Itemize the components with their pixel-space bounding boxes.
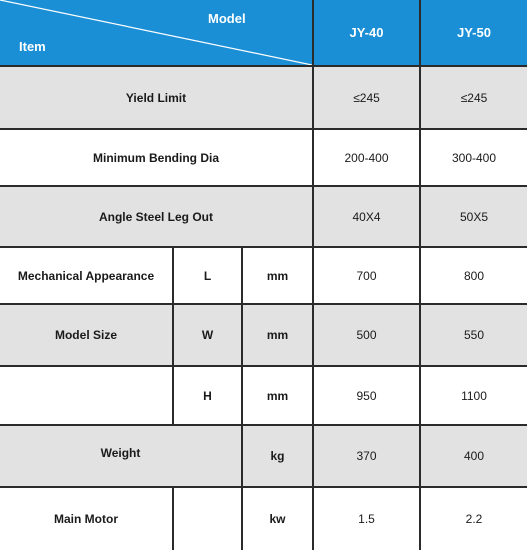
- row-mech-l-jy50: 800: [421, 248, 527, 303]
- row-main-motor-jy50: 2.2: [421, 488, 527, 550]
- row-mech-l-unit: mm: [243, 248, 312, 303]
- row-min-bending-label: Minimum Bending Dia: [0, 130, 312, 185]
- row-mech-h-dim: H: [174, 367, 241, 424]
- row-mech-w-unit: mm: [243, 305, 312, 365]
- header-corner-cell: [0, 0, 312, 65]
- row-min-bending-jy50: 300-400: [421, 130, 527, 185]
- row-yield-limit-jy50: ≤245: [421, 67, 527, 128]
- header-item-label: Item: [19, 39, 46, 54]
- header-model-label: Model: [208, 11, 246, 26]
- row-weight-unit: kg: [243, 426, 312, 486]
- row-mech-h-jy50: 1100: [421, 367, 527, 424]
- row-mech-h-jy40: 950: [314, 367, 419, 424]
- row-mech-w-jy50: 550: [421, 305, 527, 365]
- row-mech-h-label: [0, 367, 172, 424]
- row-angle-steel-jy50: 50X5: [421, 187, 527, 246]
- header-model-jy50: JY-50: [421, 0, 527, 65]
- row-mech-h-unit: mm: [243, 367, 312, 424]
- row-mech-w-dim: W: [174, 305, 241, 365]
- row-mech-l-label: Mechanical Appearance: [0, 248, 172, 303]
- row-weight-label: Weight: [0, 426, 241, 486]
- row-mech-l-jy40: 700: [314, 248, 419, 303]
- row-mech-l-dim: L: [174, 248, 241, 303]
- row-main-motor-jy40: 1.5: [314, 488, 419, 550]
- diagonal-divider: [0, 0, 312, 65]
- row-mech-w-jy40: 500: [314, 305, 419, 365]
- row-weight-jy50: 400: [421, 426, 527, 486]
- row-angle-steel-label: Angle Steel Leg Out: [0, 187, 312, 246]
- row-angle-steel-jy40: 40X4: [314, 187, 419, 246]
- row-min-bending-jy40: 200-400: [314, 130, 419, 185]
- row-yield-limit-label: Yield Limit: [0, 67, 312, 128]
- row-main-motor-unit: kw: [243, 488, 312, 550]
- row-main-motor-blank: [174, 488, 241, 550]
- row-weight-jy40: 370: [314, 426, 419, 486]
- header-model-jy40: JY-40: [314, 0, 419, 65]
- row-main-motor-label: Main Motor: [0, 488, 172, 550]
- row-mech-w-label: Model Size: [0, 305, 172, 365]
- row-yield-limit-jy40: ≤245: [314, 67, 419, 128]
